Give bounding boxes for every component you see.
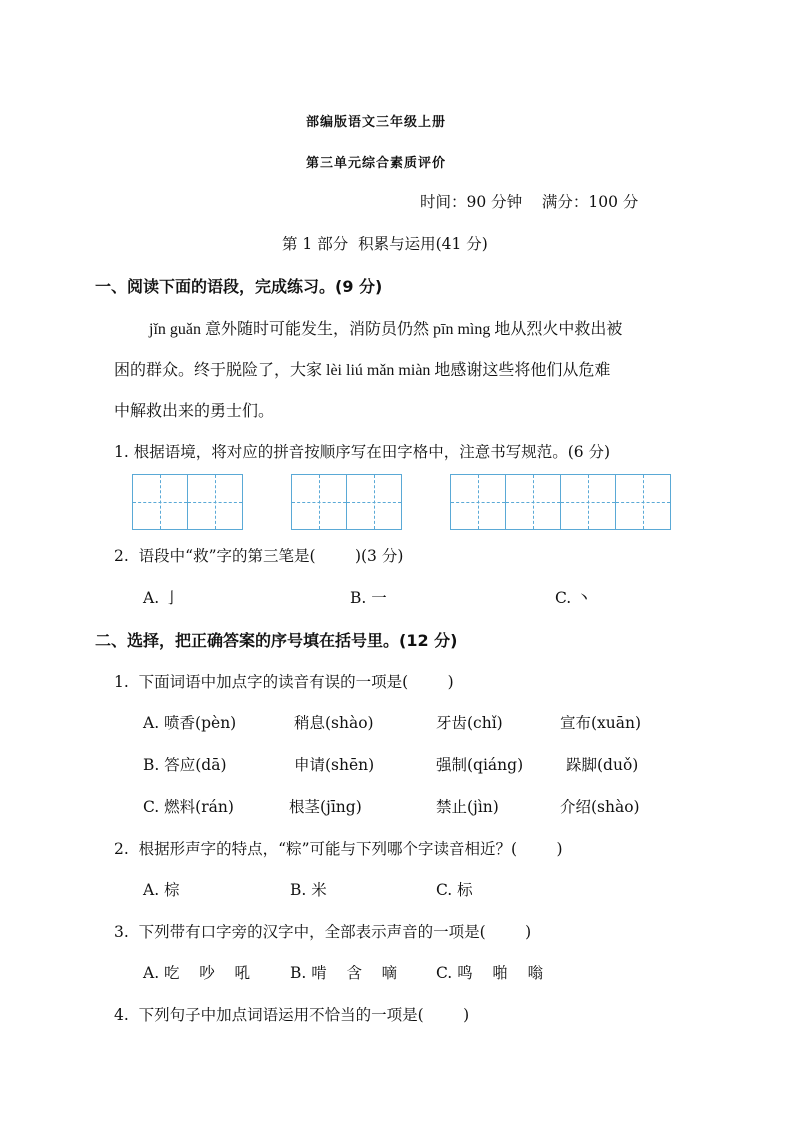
q1-row-c-word-1[interactable]: C. 燃料(rán): [143, 798, 234, 816]
q1-row-a-word-2: 稍息(shào): [294, 714, 374, 732]
book-title: 部编版语文三年级上册: [306, 115, 447, 130]
option-b[interactable]: B. 一: [350, 589, 387, 607]
passage-line-1: jǐn guǎn 意外随时可能发生，消防员仍然 pīn mìng 地从烈火中救出被: [149, 321, 623, 338]
question-2-1: 1. 下面词语中加点字的读音有误的一项是( ): [114, 673, 454, 691]
q3-option-a[interactable]: A. 吃 吵 吼: [143, 964, 250, 982]
grid-cell[interactable]: [505, 474, 560, 530]
q1-row-b-word-4: 跺脚(duǒ): [566, 756, 639, 774]
grid-cell[interactable]: [291, 474, 346, 530]
q1-row-a-word-1[interactable]: A. 喷香(pèn): [143, 714, 237, 732]
q1-row-b-word-2: 申请(shēn): [294, 756, 375, 774]
grid-cell[interactable]: [132, 474, 187, 530]
time-and-score: 时间：90 分钟 满分：100 分: [420, 193, 639, 211]
question-1-2: 2. 语段中“救”字的第三笔是( )(3 分): [114, 547, 404, 565]
passage-line-2: 困的群众。终于脱险了，大家 lèi liú mǎn miàn 地感谢这些将他们从危难: [114, 362, 611, 379]
question-2-2: 2. 根据形声字的特点，“粽”可能与下列哪个字读音相近？( ): [114, 840, 563, 858]
q1-row-b-word-3: 强制(qiáng): [436, 756, 524, 774]
grid-cell[interactable]: [346, 474, 402, 530]
section-2-title: 二、选择，把正确答案的序号填在括号里。(12 分): [95, 631, 458, 650]
q1-row-c-word-4: 介绍(shào): [560, 798, 640, 816]
q1-row-a-word-4: 宣布(xuān): [560, 714, 642, 732]
writing-grid-jinguan[interactable]: [132, 474, 243, 530]
question-1-1: 1. 根据语境，将对应的拼音按顺序写在田字格中，注意书写规范。(6 分): [114, 443, 611, 461]
q1-row-a-word-3: 牙齿(chǐ): [436, 714, 503, 732]
q1-row-b-word-1[interactable]: B. 答应(dā): [143, 756, 227, 774]
section-1-title: 一、阅读下面的语段，完成练习。(9 分): [95, 277, 383, 296]
grid-cell[interactable]: [615, 474, 671, 530]
q3-option-c[interactable]: C. 鸣 啪 嗡: [436, 964, 544, 982]
question-2-3: 3. 下列带有口字旁的汉字中，全部表示声音的一项是( ): [114, 923, 532, 941]
q1-row-c-word-2: 根茎(jīng): [289, 798, 362, 816]
q1-row-c-word-3: 禁止(jìn): [436, 798, 499, 816]
grid-cell[interactable]: [450, 474, 505, 530]
writing-grid-pinming[interactable]: [291, 474, 402, 530]
option-a[interactable]: A. 亅: [143, 589, 180, 607]
passage-line-3: 中解救出来的勇士们。: [114, 403, 275, 420]
part-heading: 第 1 部分 积累与运用(41 分): [282, 235, 488, 253]
q3-option-b[interactable]: B. 啃 含 嘀: [290, 964, 398, 982]
writing-grid-leiliumanmian[interactable]: [450, 474, 671, 530]
question-2-4: 4. 下列句子中加点词语运用不恰当的一项是( ): [114, 1006, 470, 1024]
grid-cell[interactable]: [187, 474, 243, 530]
q2-option-b[interactable]: B. 米: [290, 881, 327, 899]
q2-option-a[interactable]: A. 棕: [143, 881, 180, 899]
exam-title: 第三单元综合素质评价: [306, 156, 447, 171]
option-c[interactable]: C. 丶: [555, 589, 592, 607]
grid-cell[interactable]: [560, 474, 615, 530]
q2-option-c[interactable]: C. 标: [436, 881, 473, 899]
